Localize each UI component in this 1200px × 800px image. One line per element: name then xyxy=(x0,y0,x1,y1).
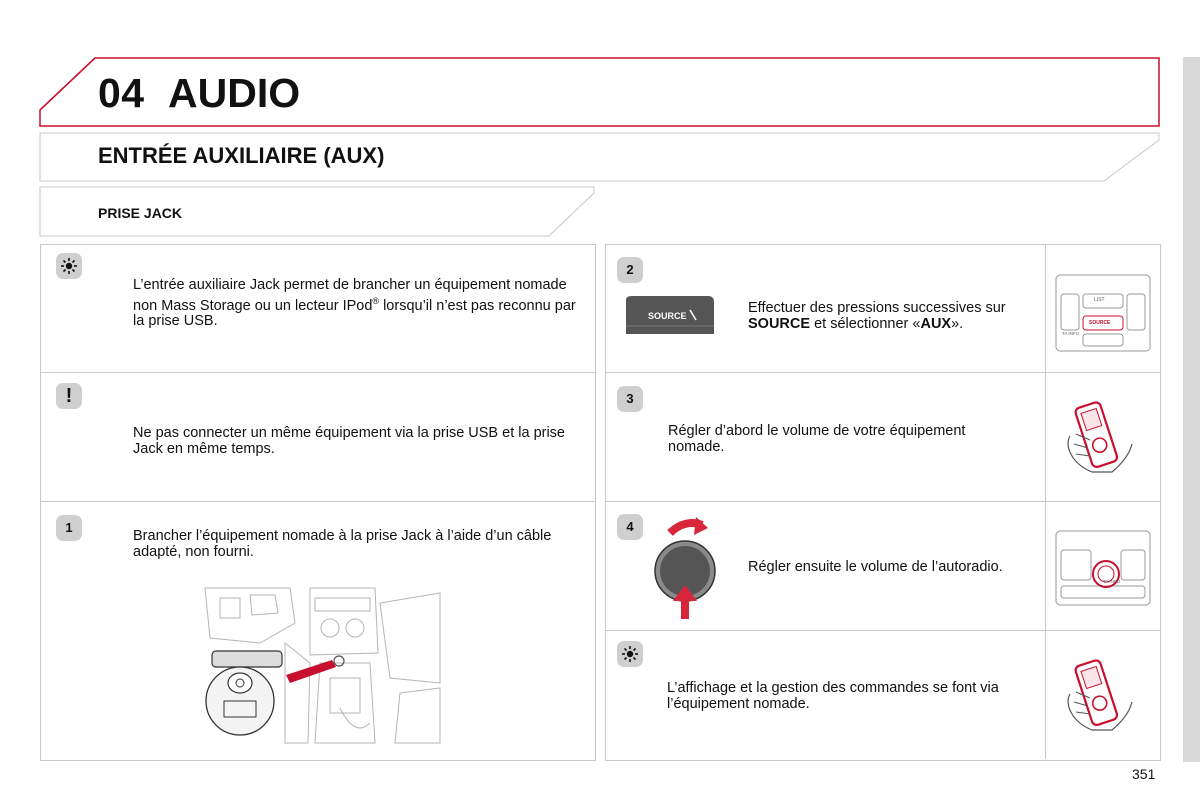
jack-socket-illustration xyxy=(200,583,445,748)
portable-player-illustration xyxy=(1062,396,1142,478)
header-frames xyxy=(0,0,1200,240)
radio-volume-illustration xyxy=(1053,528,1153,608)
step-3-badge: 3 xyxy=(617,386,643,412)
step-3-text: Régler d’abord le volume de votre équipement nomade. xyxy=(668,423,966,455)
radio-panel-illustration xyxy=(1053,272,1153,354)
subsection-title: PRISE JACK xyxy=(98,205,183,221)
tip-2-badge xyxy=(617,641,643,667)
step-2-text: Effectuer des pressions successives sur SOURCE et sélectionner «AUX». xyxy=(748,300,1006,332)
step-1-text: Brancher l’équipement nomade à la prise Jack à l’aide d’un câble adapté, non fourni. xyxy=(133,528,552,560)
step-4-badge: 4 xyxy=(617,514,643,540)
tip-2-text: L’affichage et la gestion des commandes se font via l’équipement nomade. xyxy=(667,680,999,712)
lightbulb-icon xyxy=(617,641,643,667)
tip-text: L’entrée auxiliaire Jack permet de brancher un équipement nomade non Mass Storage ou un lecteur IPod® lorsqu’il n’est pas reconnu par la prise USB. xyxy=(133,277,576,329)
radio-label-ta-info: TA INFO xyxy=(1062,331,1080,336)
lightbulb-icon xyxy=(56,253,82,279)
thumbnail-column-divider xyxy=(1045,244,1047,759)
volume-knob-illustration xyxy=(652,515,724,621)
row-divider xyxy=(605,501,1160,502)
page-number: 351 xyxy=(1132,766,1156,782)
step-4-text: Régler ensuite le volume de l’autoradio. xyxy=(748,559,1003,575)
step-1-badge: 1 xyxy=(56,515,82,541)
source-button-label: SOURCE xyxy=(648,311,687,321)
step-2-badge: 2 xyxy=(617,257,643,283)
chapter-title: AUDIO xyxy=(168,70,301,116)
radio-label-list: LIST xyxy=(1094,297,1105,303)
warning-text: Ne pas connecter un même équipement via la prise USB et la prise Jack en même temps. xyxy=(133,425,565,457)
row-divider xyxy=(605,372,1160,373)
row-divider xyxy=(605,630,1160,631)
row-divider xyxy=(40,501,595,502)
exclamation-icon: ! xyxy=(56,383,82,409)
row-divider xyxy=(40,372,595,373)
section-title: ENTRÉE AUXILIAIRE (AUX) xyxy=(98,143,385,168)
radio-label-ta-info-2: TA INFO xyxy=(1103,579,1121,584)
chapter-number: 04 xyxy=(98,70,145,116)
portable-player-illustration-2 xyxy=(1062,654,1142,736)
radio-label-source: SOURCE xyxy=(1089,320,1111,326)
tip-badge xyxy=(56,253,82,279)
